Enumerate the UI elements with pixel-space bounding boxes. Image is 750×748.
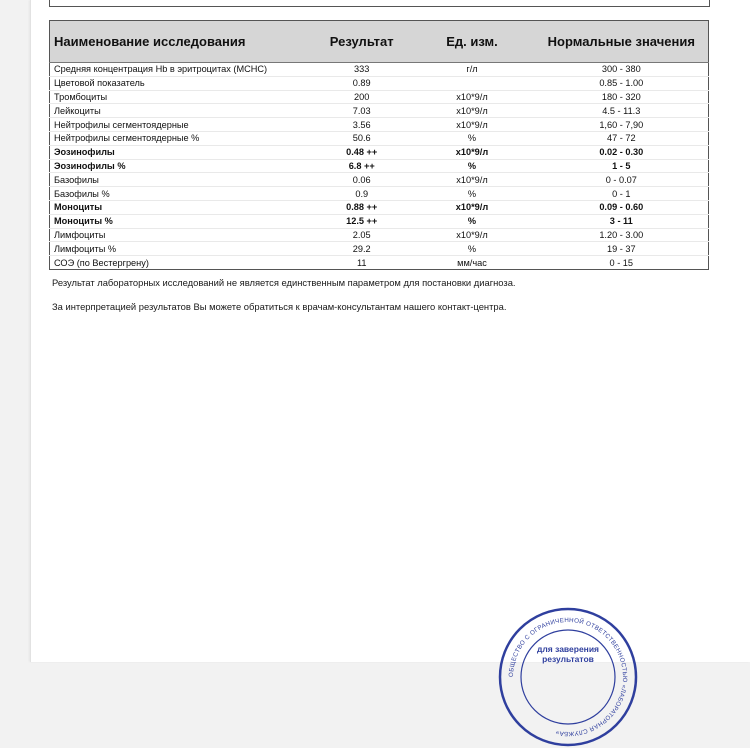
disclaimer-note: Результат лабораторных исследований не является единственным параметром для постановки диагноза. <box>52 277 516 288</box>
row-result: 6.8 ++ <box>314 159 409 173</box>
row-result: 12.5 ++ <box>314 214 409 228</box>
row-norm: 300 - 380 <box>535 63 709 77</box>
row-norm: 3 - 11 <box>535 214 709 228</box>
table-row <box>50 228 709 242</box>
row-norm: 19 - 37 <box>535 242 709 256</box>
row-unit: г/л <box>409 63 534 77</box>
row-norm: 180 - 320 <box>535 90 709 104</box>
row-unit <box>409 76 534 90</box>
row-result: 0.9 <box>314 187 409 201</box>
row-unit: % <box>409 159 534 173</box>
row-unit: x10*9/л <box>409 173 534 187</box>
row-name: Базофилы <box>50 173 315 187</box>
table-row <box>50 242 709 256</box>
row-norm: 0 - 0.07 <box>535 173 709 187</box>
row-unit: мм/час <box>457 257 487 268</box>
row-result: 200 <box>314 90 409 104</box>
row-norm: 47 - 72 <box>535 131 709 145</box>
row-unit: % <box>409 131 534 145</box>
row-result: 50.6 <box>314 131 409 145</box>
table-row <box>50 90 709 104</box>
row-result: 11 <box>356 257 367 268</box>
row-name: Базофилы % <box>50 187 315 201</box>
stamp-center-line2: результатов <box>542 654 594 664</box>
header-unit: Ед. изм. <box>409 21 534 63</box>
row-unit: x10*9/л <box>409 90 534 104</box>
table-row <box>50 187 709 201</box>
row-result: 0.88 ++ <box>314 200 409 214</box>
table-row <box>50 104 709 118</box>
table-row <box>50 76 709 90</box>
row-result: 0.89 <box>314 76 409 90</box>
row-name: Нейтрофилы сегментоядерные <box>50 118 315 132</box>
stamp-center-line1: для заверения <box>536 644 600 654</box>
header-norm: Нормальные значения <box>535 21 709 63</box>
row-unit: % <box>409 187 534 201</box>
row-name: Эозинофилы % <box>50 159 315 173</box>
row-norm: 1.20 - 3.00 <box>535 228 709 242</box>
header-result: Результат <box>314 21 409 63</box>
row-name: Цветовой показатель <box>50 76 315 90</box>
row-name: Лимфоциты <box>50 228 315 242</box>
lab-stamp <box>497 606 639 748</box>
results-table <box>49 20 709 270</box>
row-unit: % <box>409 242 534 256</box>
row-name: Эозинофилы <box>50 145 315 159</box>
row-unit: x10*9/л <box>409 228 534 242</box>
row-unit: x10*9/л <box>409 145 534 159</box>
row-unit: x10*9/л <box>409 118 534 132</box>
row-result: 3.56 <box>314 118 409 132</box>
row-norm: 1 - 5 <box>535 159 709 173</box>
table-row <box>50 145 709 159</box>
row-norm: 0.09 - 0.60 <box>535 200 709 214</box>
row-norm: 4.5 - 11.3 <box>535 104 709 118</box>
table-row <box>50 118 709 132</box>
row-result: 0.06 <box>314 173 409 187</box>
row-result: 2.05 <box>314 228 409 242</box>
row-name: Моноциты <box>50 200 315 214</box>
row-result: 7.03 <box>314 104 409 118</box>
table-row <box>50 256 709 270</box>
results-body <box>50 63 709 270</box>
row-name: Лимфоциты % <box>50 242 315 256</box>
row-norm: 0.02 - 0.30 <box>535 145 709 159</box>
row-name: Нейтрофилы сегментоядерные % <box>50 131 315 145</box>
row-unit: % <box>409 214 534 228</box>
previous-section-box <box>49 0 710 7</box>
row-norm: 0.85 - 1.00 <box>535 76 709 90</box>
table-header-row <box>50 21 709 63</box>
table-row <box>50 200 709 214</box>
row-name: Моноциты % <box>50 214 315 228</box>
row-norm: 0 - 1 <box>535 187 709 201</box>
row-name: Средняя концентрация Hb в эритроцитах (MCHC) <box>50 63 315 77</box>
table-row <box>50 214 709 228</box>
row-name: Тромбоциты <box>50 90 315 104</box>
document-page <box>30 0 750 738</box>
contact-note: За интерпретацией результатов Вы можете обратиться к врачам-консультантам нашего контакт-центра. <box>52 301 507 312</box>
stamp-ring-text: ОБЩЕСТВО С ОГРАНИЧЕННОЙ ОТВЕТСТВЕННОСТЬЮ «ЛАБОРАТОРНАЯ СЛУЖБА» <box>507 616 629 738</box>
table-row <box>50 159 709 173</box>
row-unit: x10*9/л <box>409 104 534 118</box>
table-row <box>50 173 709 187</box>
row-name: Лейкоциты <box>50 104 315 118</box>
row-result: 0.48 ++ <box>314 145 409 159</box>
row-unit: x10*9/л <box>409 200 534 214</box>
table-row <box>50 131 709 145</box>
row-norm: 1,60 - 7,90 <box>535 118 709 132</box>
header-name: Наименование исследования <box>50 21 315 63</box>
row-result: 29.2 <box>314 242 409 256</box>
row-norm: 0 - 15 <box>609 257 634 268</box>
row-name: СОЭ (по Вестергрену) <box>54 257 149 268</box>
row-result: 333 <box>314 63 409 77</box>
table-row <box>50 63 709 77</box>
